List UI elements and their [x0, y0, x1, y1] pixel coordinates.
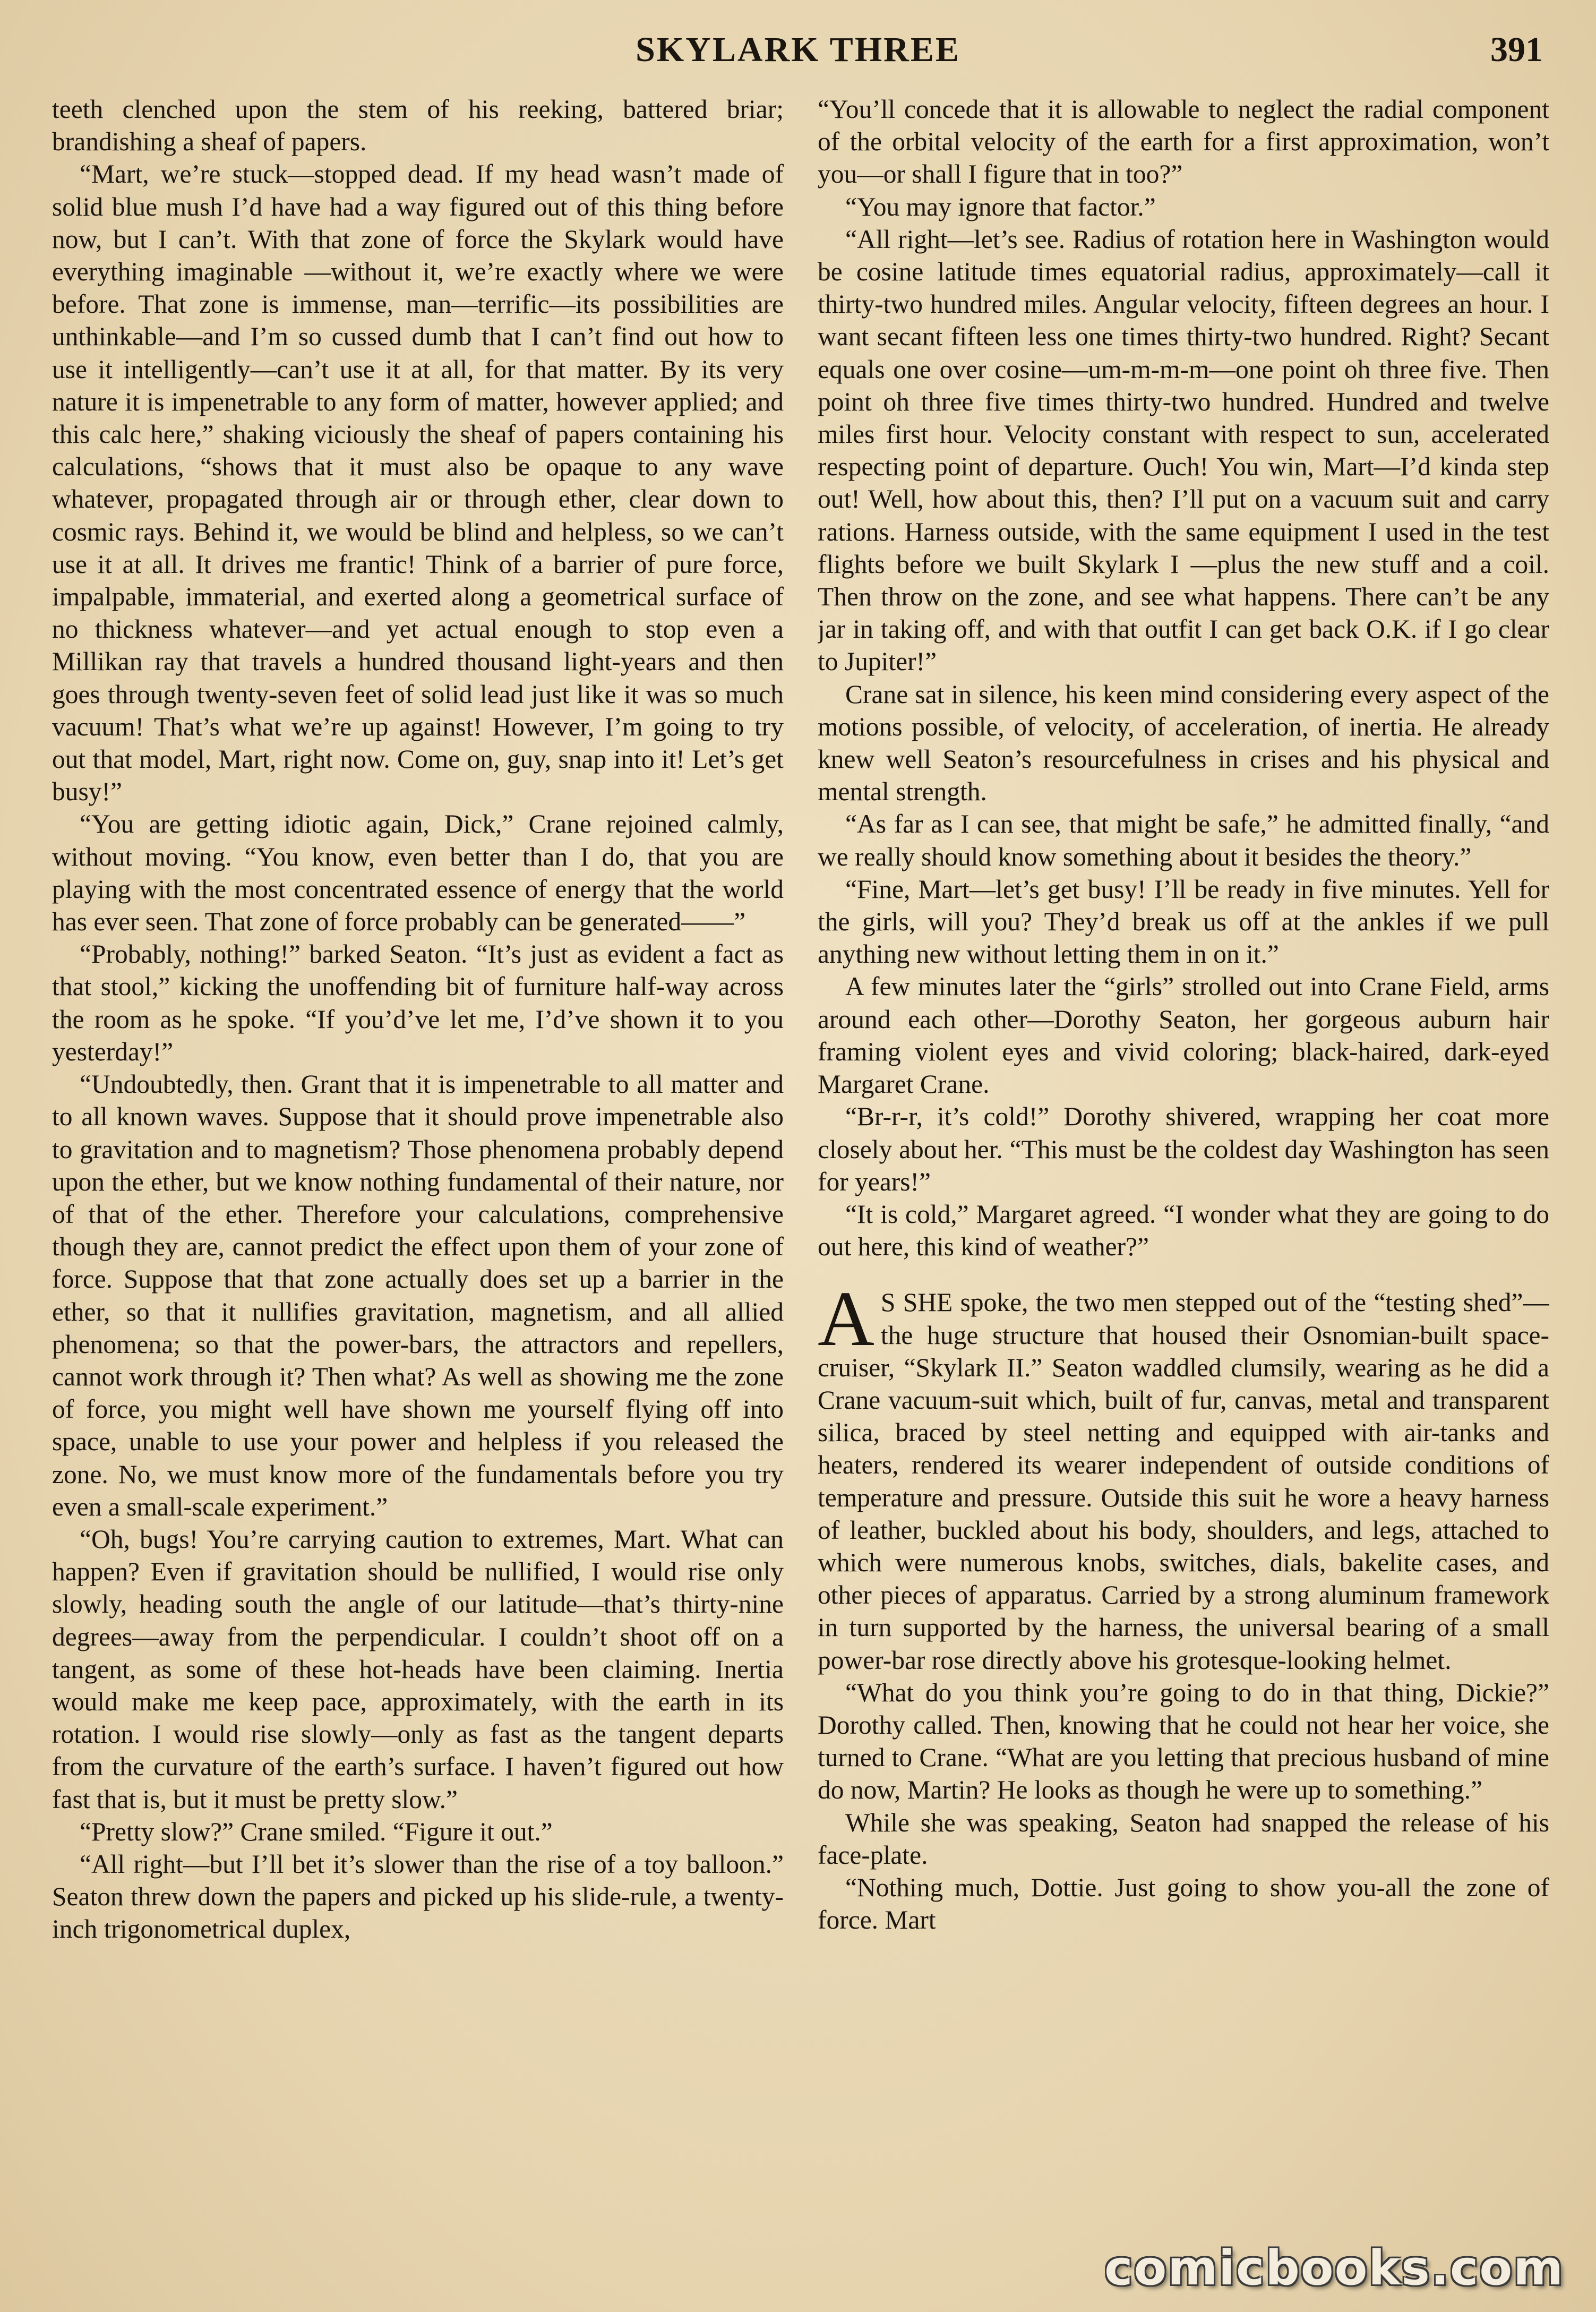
drop-cap-paragraph	[818, 1275, 1549, 1676]
paragraph: “Mart, we’re stuck—stopped dead. If my head wasn’t made of solid blue mush I’d have had a way figured out of this thing before now, but I can’t. With that zone of force the Skylark would have everything imaginable —without it, we’re exactly where we were before. That zone is immense, man—terrific—its possibilities are unthinkable—and I’m so cussed dumb that I can’t find out how to use it intelligently—can’t use it at all, for that matter. By its very nature it is impenetrable to any form of matter, however applied; and this calc here,” shaking viciously the sheaf of papers containing his calculations, “shows that it must also be opaque to any wave whatever, propagated through air or through ether, clear down to cosmic rays. Behind it, we would be blind and helpless, so we can’t use it at all. It drives me frantic! Think of a barrier of pure force, impalpable, immaterial, and exerted along a geometrical surface of no thickness whatever—and yet actual enough to stop even a Millikan ray that travels a hundred thousand light-years and then goes through twenty-seven feet of solid lead just like it was so much vacuum! That’s what we’re up against! However, I’m going to try out that model, Mart, right now. Come on, guy, snap into it! Let’s get busy!”	[52, 159, 784, 807]
paragraph-text: S SHE spoke, the two men stepped out of the “testing shed”—the huge structure that housed their Osnomian-built space-cruiser, “Skylark II.” Seaton waddled clumsily, wearing as he did a Crane vacuum-suit which, built of fur, canvas, metal and transparent silica, braced by steel netting and equipped with air-tanks and heaters, rendered its wearer independent of outside conditions of temperature and pressure. Outside this suit he wore a heavy harness of leather, buckled about his body, shoulders, and legs, attached to which were numerous knobs, switches, dials, bakelite cases, and other pieces of apparatus. Carried by a strong aluminum framework in turn supported by the harness, the universal bearing of a small power-bar rose directly above his grotesque-looking helmet.	[818, 1288, 1549, 1675]
page-number: 391	[1490, 30, 1543, 69]
paragraph: “Br-r-r, it’s cold!” Dorothy shivered, wrapping her coat more closely about her. “This must be the coldest day Washington has seen for years!”	[818, 1102, 1549, 1196]
paragraph: “As far as I can see, that might be safe,” he admitted finally, “and we really should know something about it besides the theory.”	[818, 809, 1549, 871]
page-header	[0, 21, 1596, 80]
paragraph: “Oh, bugs! You’re carrying caution to extremes, Mart. What can happen? Even if gravitation should be nullified, I would rise only slowly, heading south the angle of our latitude—that’s thirty-nine degrees—away from the perpendicular. I couldn’t shoot off on a tangent, as some of these hot-heads have been claiming. Inertia would make me keep pace, approximately, with the earth in its rotation. I would rise slowly—only as fast as the tangent departs from the curvature of the earth’s surface. I haven’t figured out how fast that is, but it must be pretty slow.”	[52, 1524, 784, 1814]
paragraph: “All right—let’s see. Radius of rotation here in Washington would be cosine latitude times equatorial radius, approximately—call it thirty-two hundred miles. Angular velocity, fifteen degrees an hour. I want secant fifteen less one times thirty-two hundred. Right? Secant equals one over cosine—um-m-m-m—one point oh three five. Then point oh three five times thirty-two hundred. Hundred and twelve miles first hour. Velocity constant with respect to sun, accelerated respecting point of departure. Ouch! You win, Mart—I’d kinda step out! Well, how about this, then? I’ll put on a vacuum suit and carry rations. Harness outside, with the same equipment I used in the test flights before we built Skylark I —plus the new stuff and a coil. Then throw on the zone, and see what happens. There can’t be any jar in taking off, and with that outfit I can get back O.K. if I go clear to Jupiter!”	[818, 224, 1549, 677]
paragraph: Crane sat in silence, his keen mind considering every aspect of the motions possible, of velocity, of acceleration, of inertia. He already knew well Seaton’s resourcefulness in crises and his physical and mental strength.	[818, 679, 1549, 807]
paragraph: “Undoubtedly, then. Grant that it is impenetrable to all matter and to all known waves. Suppose that it should prove impenetrable also to gravitation and to magnetism? Those phenomena probably depend upon the ether, but we know nothing fundamental of their nature, nor of that of the ether. Therefore your calculations, comprehensive though they are, cannot predict the effect upon them of your zone of force. Suppose that that zone actually does set up a barrier in the ether, so that it nullifies gravitation, magnetism, and all allied phenomena; so that the power-bars, the attractors and repellers, cannot work through it? Then what? As well as showing me the zone of force, you might well have shown me yourself flying off into space, unable to use your power and helpless if you released the zone. No, we must know more of the fundamentals before you try even a small-scale experiment.”	[52, 1069, 784, 1521]
paragraph: While she was speaking, Seaton had snapped the release of his face-plate.	[818, 1808, 1549, 1870]
paragraph: “You are getting idiotic again, Dick,” Crane rejoined calmly, without moving. “You know, even better than I do, that you are playing with the most concentrated essence of energy that the world has ever seen. That zone of force probably can be generated——”	[52, 809, 784, 937]
paragraph: A few minutes later the “girls” strolled out into Crane Field, arms around each other—Dorothy Seaton, her gorgeous auburn hair framing violent eyes and vivid coloring; black-haired, dark-eyed Margaret Crane.	[818, 972, 1549, 1099]
paragraph: “Fine, Mart—let’s get busy! I’ll be ready in five minutes. Yell for the girls, will you? They’d break us off at the ankles if we pull anything new without letting them in on it.”	[818, 874, 1549, 969]
running-title: SKYLARK THREE	[636, 30, 960, 69]
paragraph: “Probably, nothing!” barked Seaton. “It’s just as evident a fact as that stool,” kicking the unoffending bit of furniture half-way across the room as he spoke. “If you’d’ve let me, I’d’ve shown it to you yesterday!”	[52, 939, 784, 1066]
paragraph: “All right—but I’ll bet it’s slower than the rise of a toy balloon.” Seaton threw down the papers and picked up his slide-rule, a twenty-inch trigonometrical duplex,	[52, 1849, 784, 1944]
paragraph: “It is cold,” Margaret agreed. “I wonder what they are going to do out here, this kind of weather?”	[818, 1199, 1549, 1262]
right-column	[818, 93, 1549, 2281]
paragraph: “Nothing much, Dottie. Just going to show you-all the zone of force. Mart	[818, 1872, 1549, 1935]
left-column	[52, 93, 784, 2281]
paragraph: “Pretty slow?” Crane smiled. “Figure it out.”	[80, 1817, 553, 1846]
paragraph: “You’ll concede that it is allowable to neglect the radial component of the orbital velocity of the earth for a first approximation, won’t you—or shall I figure that in too?”	[818, 95, 1549, 189]
watermark-logo: comicbooks.com	[1104, 2240, 1564, 2296]
paragraph: “What do you think you’re going to do in that thing, Dickie?” Dorothy called. Then, knowing that he could not hear her voice, she turned to Crane. “What are you letting that precious husband of mine do now, Martin? He looks as though he were up to something.”	[818, 1677, 1549, 1805]
drop-cap-letter: A	[818, 1275, 874, 1363]
paragraph: teeth clenched upon the stem of his reeking, battered briar; brandishing a sheaf of papers.	[52, 95, 784, 157]
section-break	[818, 1263, 1549, 1286]
paragraph: “You may ignore that factor.”	[845, 192, 1156, 221]
